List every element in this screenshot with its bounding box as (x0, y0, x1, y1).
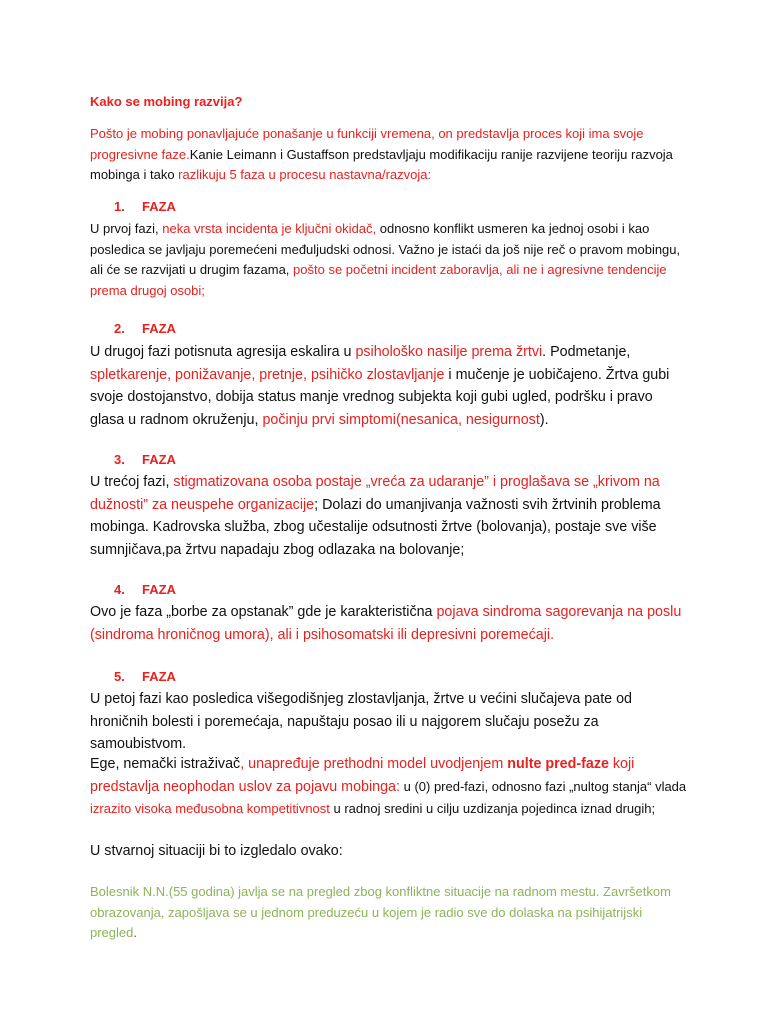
ege-text-3: u radnoj sredini u cilju uzdizanja pojedinca iznad drugih; (329, 801, 656, 817)
ege-red-1: , unapređuje prethodni model uvodjenjem (240, 756, 508, 772)
patient-red-dot: . (133, 925, 137, 940)
faza-5-label: FAZA (142, 669, 176, 684)
situation-paragraph (90, 840, 690, 863)
faza-2-red-1: psihološko nasilje prema žrtvi (355, 344, 543, 360)
faza-2-text-4: ). (539, 411, 549, 428)
faza-2-text-3: i mučenje je uobičajeno. Žrtva gubi svoje dostojanstvo, dobija status manje vrednog subjekta koji gubi ugled, podršku i pravo glasa u radnom okruženju, (90, 366, 670, 428)
faza-4-paragraph (90, 601, 690, 646)
faza-4-label: FAZA (142, 582, 176, 597)
situation-text: U stvarnoj situaciji bi to izgledalo ovako: (90, 843, 343, 859)
faza-1-red-1: neka vrsta incidenta je ključni okidač, (162, 221, 377, 236)
ege-red-bold: nulte pred-faze (507, 756, 609, 772)
faza-5-heading (114, 669, 176, 684)
faza-4-heading (114, 582, 176, 597)
intro-red-2: razlikuju 5 faza u procesu nastavna/razvoja: (178, 167, 432, 182)
intro-paragraph (90, 124, 690, 186)
faza-1-paragraph (90, 219, 690, 301)
intro-red-1: Pošto je mobing ponavljajuće ponašanje u funkciji vremena, on predstavlja proces koji ima svoje progresivne faze. (90, 126, 644, 162)
ege-text-1: Ege, nemački istraživač (90, 756, 241, 772)
faza-3-number: 3. (114, 452, 125, 467)
ege-red-2: koji predstavlja neophodan uslov za pojavu mobinga: (90, 756, 635, 795)
faza-2-paragraph (90, 341, 690, 431)
faza-2-number: 2. (114, 321, 125, 336)
faza-1-number: 1. (114, 199, 125, 214)
faza-4-number: 4. (114, 582, 125, 597)
faza-1-text-2: odnosno konflikt usmeren ka jednoj osobi i kao posledica se javljaju poremećeni međuljudski odnosi. Važno je istaći da još nije reč o pravom mobingu, ali će se razvijati u drugim fazama, (90, 221, 681, 277)
faza-1-red-2: pošto se početni incident zaboravlja, ali ne i agresivne tendencije prema drugoj osobi; (90, 262, 667, 298)
faza-5-text-1: U petoj fazi kao posledica višegodišnjeg zlostavljanja, žrtve u većini slučajeva pate od hroničnih bolesti i poremećaja, napuštaju posao ili u najgorem slučaju posežu za samoubistvom. (90, 691, 632, 753)
intro-text-1: Kanie Leimann i Gustaffson predstavljaju modifikaciju ranije razvijene teoriju razvoja mobinga i tako (90, 146, 673, 182)
faza-1-label: FAZA (142, 199, 176, 214)
faza-4-text-1: Ovo je faza „borbe za opstanak” gde je karakteristična (90, 604, 437, 620)
faza-2-text-1: U drugoj fazi potisnuta agresija eskalira u (90, 344, 356, 360)
faza-3-heading (114, 452, 176, 467)
ege-paragraph (90, 753, 690, 821)
faza-2-text-2: . Podmetanje, (542, 344, 631, 360)
faza-3-paragraph (90, 471, 690, 561)
faza-4-red-1: pojava sindroma sagorevanja na poslu (sindroma hroničnog umora), ali i psihosomatski ili depresivni poremećaji. (90, 604, 682, 643)
document-title: Kako se mobing razvija? (90, 94, 243, 109)
faza-5-number: 5. (114, 669, 125, 684)
faza-3-text-1: U trećoj fazi, (90, 474, 174, 490)
patient-paragraph (90, 882, 690, 944)
faza-3-red-1: stigmatizovana osoba postaje „vreća za udaranje” i proglašava se „krivom na dužnosti” za neuspehe organizacije (90, 474, 660, 513)
faza-3-label: FAZA (142, 452, 176, 467)
faza-1-heading (114, 199, 176, 214)
faza-2-heading (114, 321, 176, 336)
patient-green-text: Bolesnik N.N.(55 godina) javlja se na pregled zbog konfliktne situacije na radnom mestu. Završetkom obrazovanja, zapošljava se u jednom preduzeću u kojem je radio sve do dolaska na psihijatrijski pregled (90, 884, 671, 940)
faza-3-text-2: ; Dolazi do umanjivanja važnosti svih žrtvinih problema mobinga. Kadrovska služba, zbog učestalije odsutnosti žrtve (bolovanja), postaje sve više sumnjičava,pa žrtvu napadaju zbog odlazaka na bolovanje; (90, 496, 661, 558)
faza-5-paragraph (90, 688, 690, 756)
faza-2-label: FAZA (142, 321, 176, 336)
faza-2-red-3: počinju prvi simptomi(nesanica, nesigurnost (262, 411, 540, 428)
ege-red-3: izrazito visoka međusobna kompetitivnost (90, 801, 330, 817)
faza-1-text-1: U prvoj fazi, (90, 221, 163, 236)
ege-text-2: u (0) pred-fazi, odnosno fazi „nultog stanja“ vlada (399, 778, 687, 794)
faza-2-red-2: spletkarenje, ponižavanje, pretnje, psihičko zlostavljanje (90, 366, 445, 383)
